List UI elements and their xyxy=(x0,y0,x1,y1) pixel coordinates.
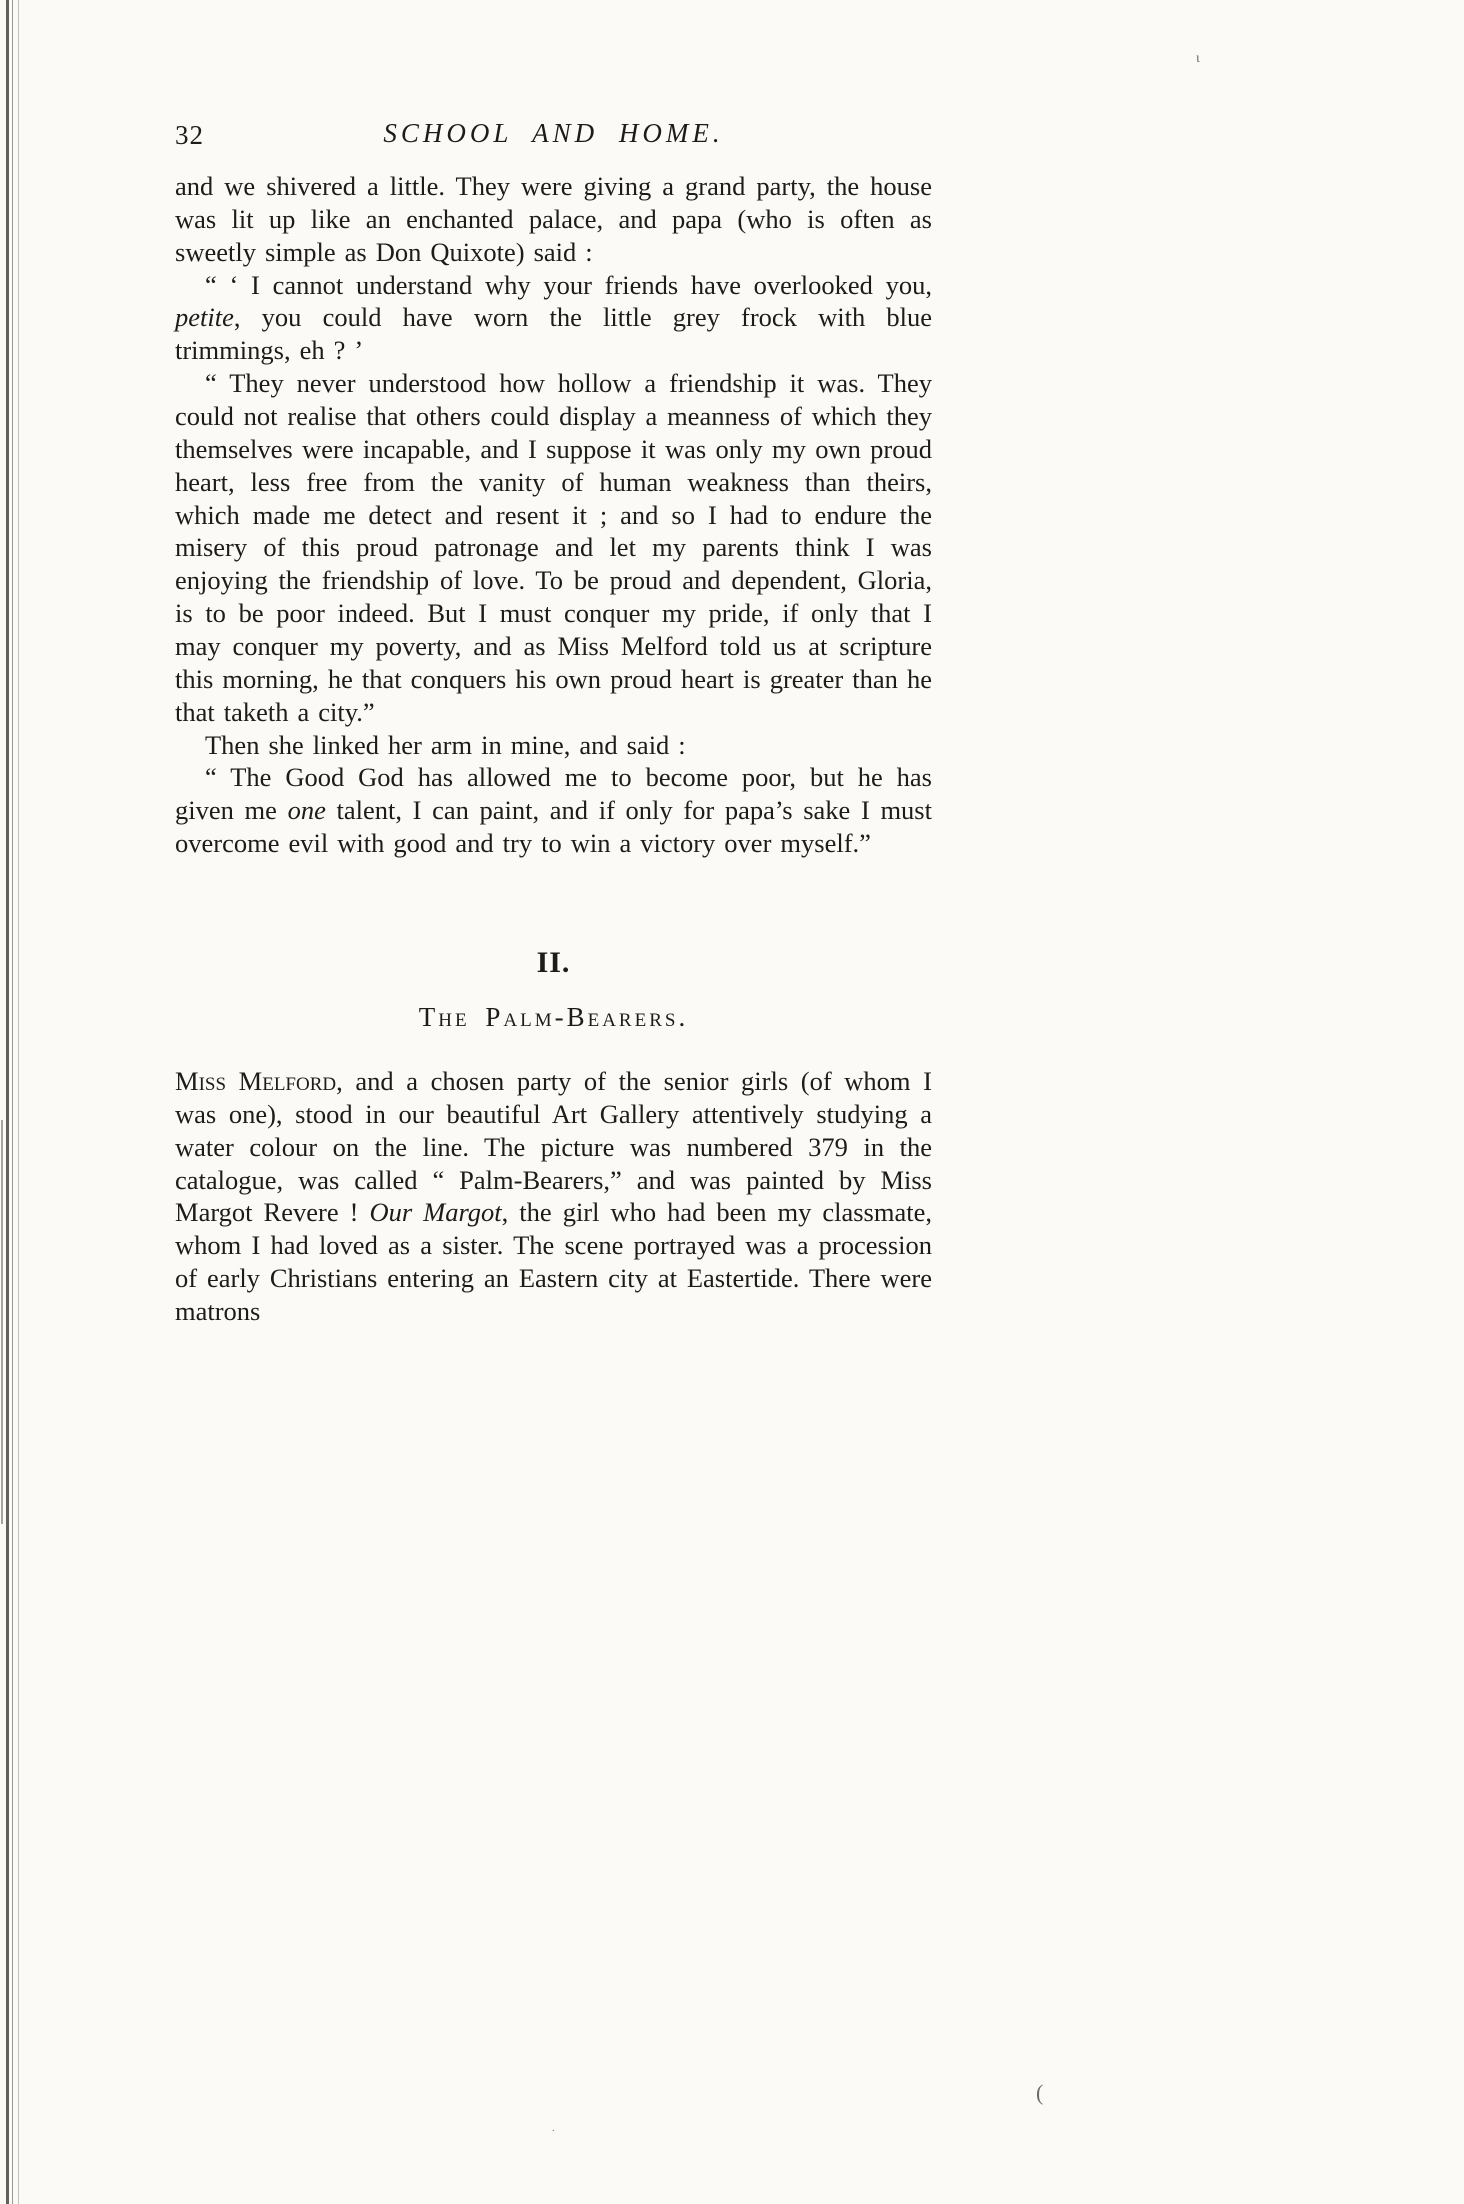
text-run: , and a chosen party of the senior girls (of whom I was one), stood in our beautiful Art Gallery attentively studying a water colour on the line. The picture was numbered 379 in the catalogue, was called “ Palm-Bearers,” and was painted by Miss Margot Revere ! xyxy=(175,1066,932,1228)
paragraph-container-bottom xyxy=(175,1065,932,1328)
paragraph xyxy=(175,729,932,762)
binding-scan-line xyxy=(6,0,9,2204)
paragraph xyxy=(175,170,932,269)
paragraph xyxy=(175,367,932,728)
text-run: , the girl who had been my classmate, whom I had loved as a sister. The scene portrayed was a procession of early Christians entering an Eastern city at Eastertide. There were matrons xyxy=(175,1197,932,1327)
text-run: and we shivered a little. They were giving a grand party, the house was lit up like an enchanted palace, and papa (who is often as sweetly simple as Don Quixote) said : xyxy=(175,171,932,267)
smallcaps-text: Miss Melford xyxy=(175,1066,337,1097)
running-title: SCHOOL AND HOME. xyxy=(383,118,724,148)
text-run: talent, I can paint, and if only for papa’s sake I must overcome evil with good and try to win a victory over myself.” xyxy=(175,795,932,859)
paragraph xyxy=(175,761,932,860)
italic-text: one xyxy=(287,795,326,826)
text-block xyxy=(175,170,932,1328)
scan-artifact: ( xyxy=(1036,2080,1044,2105)
scan-artifact: . xyxy=(552,2123,555,2134)
text-run: “ The Good God has allowed me to become poor, but he has given me xyxy=(175,762,932,826)
italic-text: petite xyxy=(175,302,234,333)
page-number: 32 xyxy=(175,120,204,150)
text-run: Then she linked her arm in mine, and said : xyxy=(205,729,686,760)
binding-scan-line xyxy=(1,1120,3,1524)
binding-scan-line xyxy=(12,0,13,2204)
paragraph xyxy=(175,269,932,368)
text-run: , you could have worn the little grey frock with blue trimmings, eh ? ’ xyxy=(175,302,932,366)
binding-scan-line xyxy=(18,0,19,2204)
italic-text: Our Margot xyxy=(369,1197,502,1228)
section-title: The Palm-Bearers. xyxy=(418,1002,689,1033)
text-run: “ They never understood how hollow a friendship it was. They could not realise that others could display a meanness of which they themselves were incapable, and I suppose it was only my own proud heart, less free from the vanity of human weakness than theirs, which made me detect and resent it ; and so I had to endure the misery of this proud patronage and let my parents think I was enjoying the friendship of love. To be proud and dependent, Gloria, is to be poor indeed. But I must conquer my pride, if only that I may conquer my poverty, and as Miss Melford told us at scripture this morning, he that conquers his own proud heart is greater than he that taketh a city.” xyxy=(175,368,932,727)
page-header xyxy=(175,118,932,158)
paragraph-container-top xyxy=(175,170,932,860)
scan-artifact: ι xyxy=(1196,51,1200,66)
section-number: II. xyxy=(536,946,571,980)
text-run: “ ‘ I cannot understand why your friends have overlooked you, xyxy=(205,269,932,300)
paragraph xyxy=(175,1065,932,1328)
